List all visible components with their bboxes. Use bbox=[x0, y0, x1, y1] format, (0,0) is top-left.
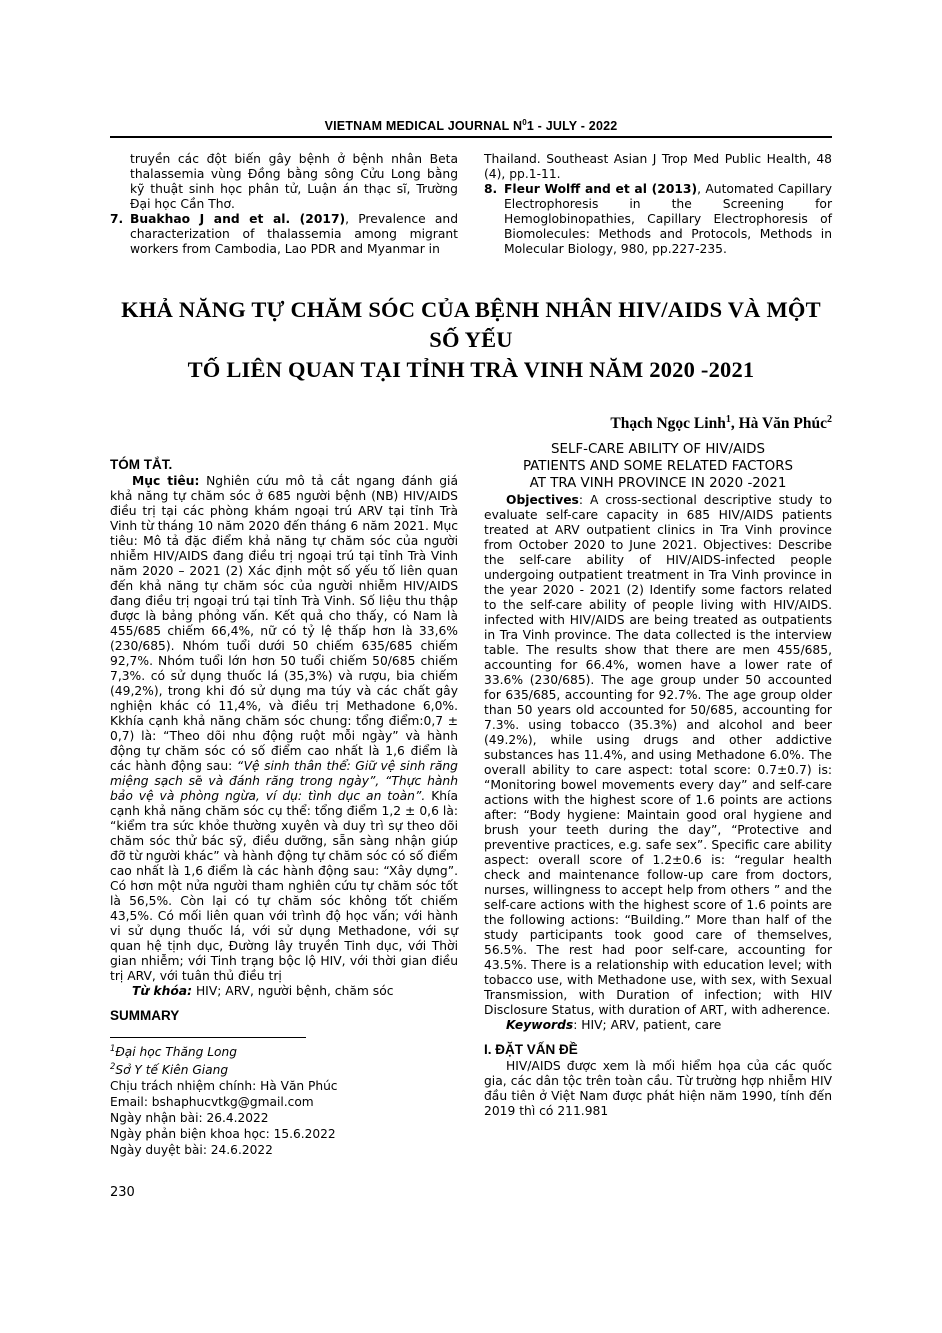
reference-number: 7. bbox=[110, 212, 124, 227]
summary-heading: SUMMARY bbox=[110, 1008, 180, 1024]
english-title-line-2: PATIENTS AND SOME RELATED FACTORS bbox=[522, 459, 794, 475]
abstract-english-column bbox=[484, 442, 832, 1199]
reference-rest: , Automated Capillary Electrophoresis in the Screening for Hemoglobinopathies, Capillary Electrophoresis of Biomolecules: Methods and Protocols, Methods in Molecular Biology, 980, pp.227-235. bbox=[504, 182, 833, 257]
affiliation-2-text: Sở Y tế Kiên Giang bbox=[115, 1063, 229, 1078]
keywords-value: HIV; ARV, người bệnh, chăm sóc bbox=[192, 984, 394, 999]
english-abstract-body: : A cross-sectional descriptive study to evaluate self-care capacity in 685 HIV/AIDS patients treated at ARV outpatient clinics in Tra Vinh province from October 2020 to June 2021. Objectives: Describe the self-care ability of HIV/AIDS-infected people undergoing outpatient treatment in Tra Vinh province in the year 2020 - 2021 (2) Identify some factors related to the self-care ability of people living with HIV/AIDS. infected with HIV/AIDS are being treated as outpatients in Tra Vinh province. The data collected is the interview table. The results show that there are men 455/685, accounting for 66.4%, women have a lower rate of 33.6% (230/685). The age group under 50 accounted for 635/685, accounting for 92.7%. The age group older than 50 years old accounted for 50/685, accounting for 7.3%. using tobacco (35.3%) and alcohol and beer (49.2%), while using drugs and other addictive substances has 11.4%, and using Methadone 6.0%. The overall ability to care aspect: total score: 0.7±0.7) is: “Monitoring bowel movements every day” and self-care actions with the highest score of 1.6 points are actions after: “Body hygiene: Maintain good oral hygiene and brush your teeth during the day”, “Protective and preventive practices, e.g. safe sex”. Specific care ability aspect: overall score of 1.2±0.6 is: “regular health check and maintenance follow-up care from doctors, nurses, willingness to accept help from others ” and the self-care actions with the highest score of 1.6 points are the following actions: “Building.” More than half of the study participants took good care of themselves, 56.5%. The rest had poor self-care, accounting for 43.5%. There is a relationship with education level; with tobacco use, with Methadone use, with sex, with Sexual Transmission, with Duration of infection; with HIV Disclosure Status, with duration of ART, with adherence. bbox=[484, 493, 832, 1018]
reference-text bbox=[504, 182, 832, 257]
references-columns bbox=[110, 152, 832, 257]
author-name-2: Hà Văn Phúc bbox=[738, 415, 827, 433]
tom-tat-heading: TÓM TẮT. bbox=[110, 457, 173, 473]
affiliation-marker-1: 1 bbox=[110, 1043, 116, 1054]
affiliation-marker-2: 2 bbox=[110, 1061, 116, 1072]
reference-author-year: Fleur Wolff and et al (2013) bbox=[504, 182, 698, 197]
keywords-label: Keywords bbox=[506, 1018, 574, 1033]
english-title-line-1: SELF-CARE ABILITY OF HIV/AIDS bbox=[551, 442, 765, 458]
vietnamese-abstract-quote: “Vệ sinh thân thể: Giữ vệ sinh răng miệng sạch sẽ và đánh răng trong ngày”, “Thực hành bảo vệ và phòng ngừa, ví dụ: tình dục an toàn”. bbox=[110, 759, 458, 804]
author-affiliation-marker-2: 2 bbox=[827, 414, 832, 426]
footnote-block bbox=[110, 1043, 458, 1158]
running-head-text-after: 1 - JULY - 2022 bbox=[526, 119, 618, 134]
vietnamese-abstract-part-2: Khía cạnh khả năng chăm sóc cụ thể: tổng điểm 1,2 ± 0,6 là: “kiểm tra sức khỏe thường xuyên và duy trì sự theo dõi chăm sóc thử bác sỹ, điều dưỡng, sẵn sàng nhận giúp đỡ từ người khác” và hành động tự chăm sóc có số điểm cao nhất là 1,6 điểm là các hành động sau: “Xây dựng”. Có hơn một nửa người tham nghiên cứu tự chăm sóc tốt là 56,5%. Còn lại có tự chăm sóc không tốt chiếm 43,5%. Có mối liên quan với trình độ học vấn; với hành vi sử dụng thuốc lá, với sử dụng Methadone, với sự quan hệ tịnh dục, Đường lây truyền Tinh dục, với Thời gian nhiễm; với Tinh trạng bộc lộ HIV, với thời gian điều trị ARV, với tuân thủ điều trị bbox=[110, 789, 459, 984]
corresponding-author: Chịu trách nhiệm chính: Hà Văn Phúc bbox=[110, 1079, 338, 1094]
abstract-vietnamese-column bbox=[110, 442, 458, 1199]
article-title-line-2: TỐ LIÊN QUAN TẠI TỈNH TRÀ VINH NĂM 2020 -2021 bbox=[187, 356, 755, 382]
affiliation-1-text: Đại học Thăng Long bbox=[115, 1045, 237, 1060]
reference-rest: , Prevalence and characterization of thalassemia among migrant workers from Cambodia, Lao PDR and Myanmar in bbox=[130, 212, 458, 257]
author-name-1: Thạch Ngọc Linh bbox=[610, 415, 726, 433]
author-separator: , bbox=[730, 415, 739, 433]
vietnamese-abstract-part-1: Nghiên cứu mô tả cắt ngang đánh giá khả năng tự chăm sóc ở 685 người bệnh (NB) HIV/AIDS điều trị tại các phòng khám ngoại trú ARV tại tỉnh Trà Vinh từ tháng 10 năm 2020 đến tháng 6 năm 2021. Mục tiêu: Mô tả đặc điểm khả năng tự chăm sóc của người nhiễm HIV/AIDS đang điều trị ngoại trú tại tỉnh Trà Vinh năm 2020 – 2021 (2) Xác định một số yếu tố liên quan đến khả năng tự chăm sóc của người nhiễm HIV/AIDS đang điều trị ngoại trú tại tỉnh Trà Vinh. Số liệu thu thập được là bảng phỏng vấn. Kết quả cho thấy, có Nam là 455/685 chiếm 66,4%, nữ có tỷ lệ thấp hơn là 33,6% (230/685). Nhóm tuổi dưới 50 chiếm 635/685 chiếm 92,7%. Nhóm tuổi lớn hơn 50 tuổi chiếm 50/685 chiếm 7,3%. có sử dụng thuốc lá (35,3%) và rượu, bia chiếm (49,2%), trong khi đó sử dụng ma túy và các chất gây nghiện khác có 11,4%, và điều trị Methadone 6,0%. Kkhía cạnh khả năng chăm sóc chung: tổng điểm:0,7 ± 0,7) là: “Theo dõi nhu động ruột mỗi ngày” và hành động tự chăm sóc có số điểm cao nhất là 1,6 điểm là các hành động sau: bbox=[110, 474, 458, 774]
vietnamese-keywords bbox=[110, 984, 458, 999]
references-left-column bbox=[110, 152, 458, 257]
author-affiliation-marker-1: 1 bbox=[725, 414, 731, 426]
date-accepted: Ngày duyệt bài: 24.6.2022 bbox=[110, 1142, 273, 1157]
running-head-text-before: VIETNAM MEDICAL JOURNAL N bbox=[324, 119, 523, 134]
author-byline bbox=[110, 414, 832, 433]
article-title-line-1: KHẢ NĂNG TỰ CHĂM SÓC CỦA BỆNH NHÂN HIV/AIDS VÀ MỘT SỐ YẾU bbox=[121, 297, 821, 352]
english-title bbox=[484, 442, 832, 493]
header-rule bbox=[110, 136, 832, 138]
date-received: Ngày nhận bài: 26.4.2022 bbox=[110, 1110, 269, 1125]
reference-number: 8. bbox=[484, 182, 498, 197]
reference-item-8 bbox=[484, 182, 832, 257]
english-title-line-3: AT TRA VINH PROVINCE IN 2020 -2021 bbox=[529, 476, 787, 492]
reference-text bbox=[130, 212, 458, 257]
english-keywords bbox=[484, 1018, 832, 1033]
reference-continuation-left: truyền các đột biến gây bệnh ở bệnh nhân Beta thalassemia vùng Đồng bằng sông Cửu Long bằng kỹ thuật sinh học phân tử, Luận án thạc sĩ, Trường Đại học Cần Thơ. bbox=[130, 152, 458, 212]
date-reviewed: Ngày phản biện khoa học: 15.6.2022 bbox=[110, 1126, 336, 1141]
vietnamese-abstract-paragraph bbox=[110, 474, 458, 984]
introduction-heading: I. ĐẶT VẤN ĐỀ bbox=[484, 1042, 578, 1058]
reference-continuation-right: Thailand. Southeast Asian J Trop Med Public Health, 48 (4), pp.1-11. bbox=[484, 152, 832, 182]
running-head bbox=[110, 118, 832, 133]
article-title bbox=[110, 295, 832, 384]
affiliation-1 bbox=[110, 1043, 458, 1061]
objective-label: Mục tiêu: bbox=[132, 474, 200, 489]
english-abstract-paragraph bbox=[484, 493, 832, 1018]
reference-author-year: Buakhao J and et al. (2017) bbox=[130, 212, 346, 227]
affiliation-2 bbox=[110, 1061, 458, 1079]
keywords-value: : HIV; ARV, patient, care bbox=[573, 1018, 722, 1033]
footnote-rule bbox=[110, 1037, 306, 1038]
keywords-label: Từ khóa: bbox=[132, 984, 193, 999]
page-content bbox=[110, 118, 832, 1200]
contact-email: Email: bshaphucvtkg@gmail.com bbox=[110, 1095, 314, 1110]
introduction-paragraph: HIV/AIDS được xem là mối hiểm họa của các quốc gia, các dân tộc trên toàn cầu. Từ trường hợp nhiễm HIV đầu tiên ở Việt Nam được phát hiện năm 1990, tính đến 2019 thì có 211.981 bbox=[484, 1059, 832, 1119]
running-head-superscript: 0 bbox=[522, 118, 527, 127]
objectives-label: Objectives bbox=[506, 493, 579, 508]
abstract-columns bbox=[110, 442, 832, 1199]
references-right-column bbox=[484, 152, 832, 257]
reference-item-7 bbox=[110, 212, 458, 257]
page-number: 230 bbox=[110, 1184, 135, 1200]
